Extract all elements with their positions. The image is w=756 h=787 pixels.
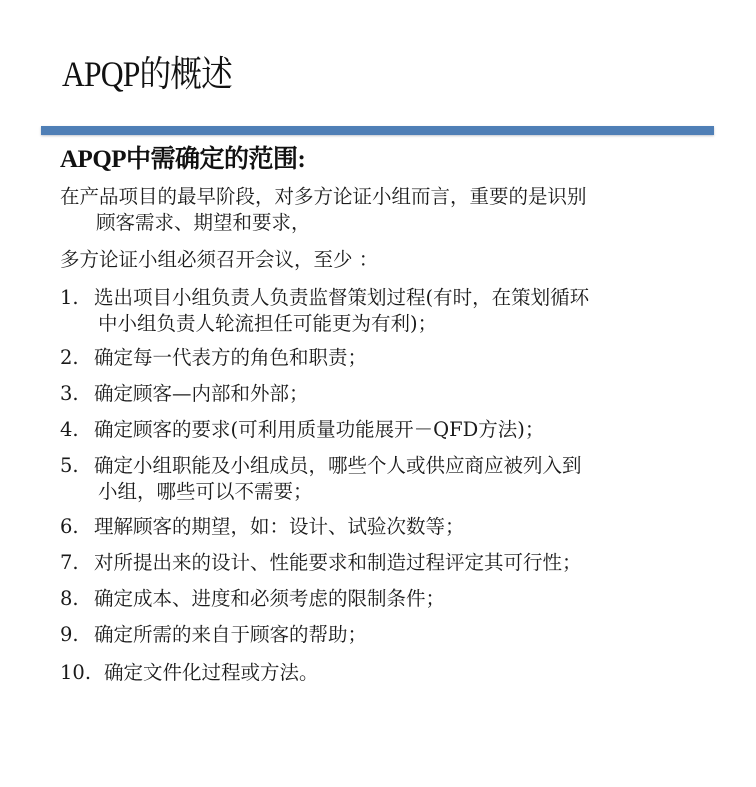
list-item-text: 确定顾客的要求(可利用质量功能展开－QFD方法)； (94, 418, 545, 441)
list-item-5 (60, 453, 582, 505)
list-item-8 (60, 586, 445, 612)
intro-line-1: 在产品项目的最早阶段，对多方论证小组而言，重要的是识别 (60, 185, 587, 208)
lead-paragraph: 多方论证小组必须召开会议，至少 ： (60, 248, 379, 271)
list-item-number: 10. (60, 661, 92, 684)
intro-paragraph (60, 184, 587, 236)
list-item-text: 对所提出来的设计、性能要求和制造过程评定其可行性； (94, 551, 582, 574)
list-item-number: 1. (60, 286, 79, 309)
list-item-text: 确定文件化过程或方法。 (104, 661, 319, 684)
list-item-2 (60, 345, 367, 371)
list-item-text: 确定顾客—内部和外部； (94, 382, 309, 405)
list-item-6 (60, 514, 465, 540)
intro-line-2: 顾客需求、期望和要求， (96, 211, 311, 234)
list-item-number: 3. (60, 382, 79, 405)
list-item-4 (60, 417, 544, 443)
list-item-text: 确定每一代表方的角色和职责； (94, 346, 368, 369)
slide-title: APQP的概述 (62, 54, 232, 94)
list-item-continuation: 小组，哪些可以不需要； (98, 480, 313, 503)
list-item-number: 5. (60, 454, 79, 477)
list-item-9 (60, 622, 367, 648)
list-item-text: 确定成本、进度和必须考虑的限制条件； (94, 587, 446, 610)
list-item-number: 9. (60, 623, 79, 646)
list-item-number: 6. (60, 515, 79, 538)
list-item-text: 确定小组职能及小组成员，哪些个人或供应商应被列入到 (94, 454, 582, 477)
list-item-number: 7. (60, 551, 79, 574)
list-item-number: 8. (60, 587, 79, 610)
list-item-10 (60, 660, 319, 686)
list-item-number: 2. (60, 346, 79, 369)
list-item-1 (60, 285, 589, 337)
list-item-text: 确定所需的来自于顾客的帮助； (94, 623, 368, 646)
title-divider-bar (41, 126, 714, 135)
list-item-text: 理解顾客的期望，如：设计、试验次数等； (94, 515, 465, 538)
list-item-number: 4. (60, 418, 79, 441)
list-item-3 (60, 381, 309, 407)
list-item-continuation: 中小组负责人轮流担任可能更为有利)； (98, 312, 438, 335)
list-item-text: 选出项目小组负责人负责监督策划过程(有时，在策划循环 (94, 286, 590, 309)
list-item-7 (60, 550, 582, 576)
subheading: APQP中需确定的范围: (60, 146, 306, 173)
